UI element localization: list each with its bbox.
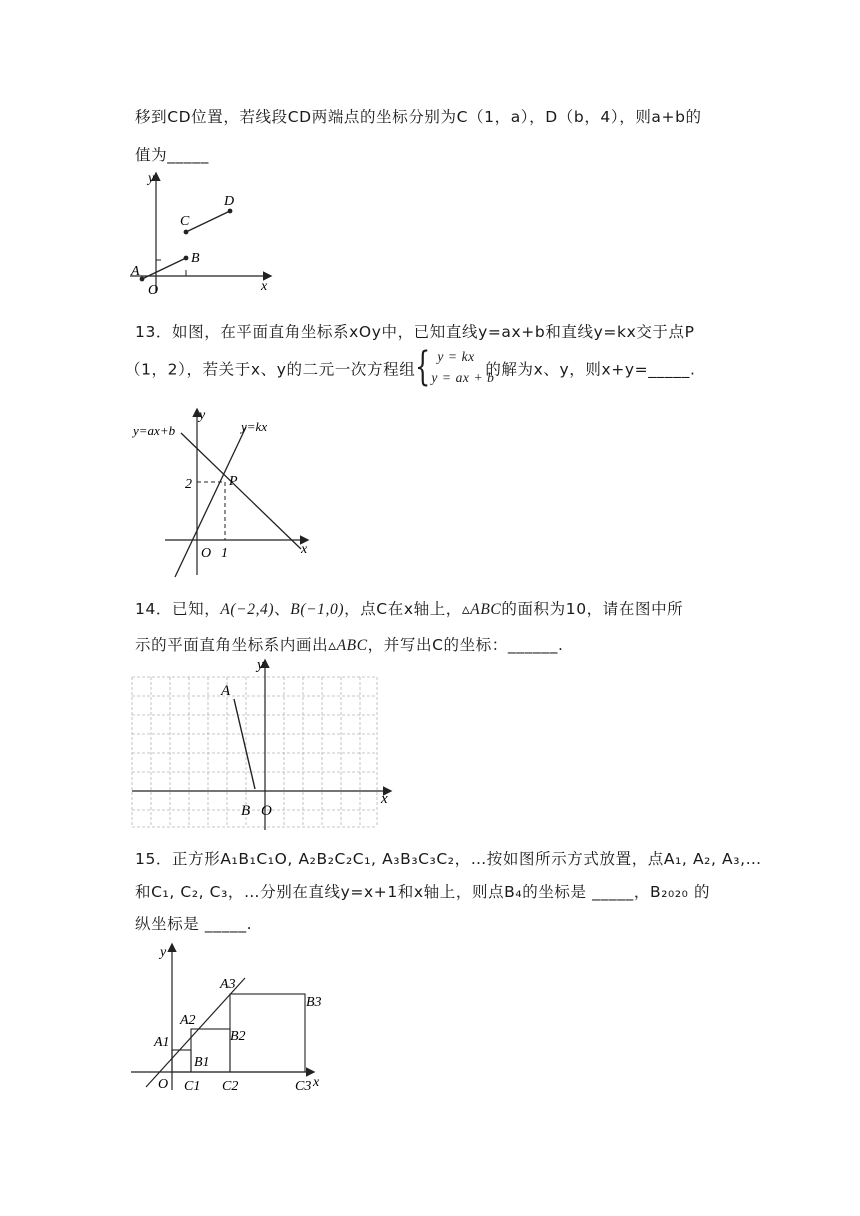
q15-label-c2: C2: [222, 1079, 239, 1094]
q13-brace: {: [415, 344, 431, 390]
q13-label-l2: y=kx: [241, 419, 268, 434]
q12-point-b: [184, 256, 189, 261]
q15-label-x: x: [313, 1075, 320, 1090]
q14-text-line1: [135, 597, 683, 619]
q14-point-a: A(−2,4): [220, 601, 275, 618]
q12-point-a: [140, 277, 145, 282]
q13-label-y: y: [199, 408, 206, 423]
q13-label-2: 2: [185, 477, 192, 492]
q14-line2-a: 示的平面直角坐标系内画出: [135, 636, 329, 654]
q14-tail: 的面积为10，请在图中所: [501, 600, 684, 618]
q14-sep: 、: [274, 600, 291, 618]
q15-label-a1: A1: [154, 1035, 170, 1050]
q12-label-c: C: [180, 214, 190, 229]
q13-figure: [125, 405, 320, 580]
q12-label-b: B: [191, 251, 200, 266]
q13-label-o: O: [201, 546, 212, 561]
q15-label-o: O: [158, 1077, 169, 1092]
q14-triangle-1: ▵ABC: [461, 601, 502, 618]
q14-figure: [125, 655, 400, 835]
q14-label-b: B: [241, 803, 251, 819]
q13-label-x: x: [301, 542, 308, 557]
q12-label-o: O: [148, 283, 159, 298]
q12-text-line2: 值为_____: [135, 146, 209, 164]
q14-segment-ab: [234, 699, 255, 789]
q15-text-line3: 纵坐标是 _____.: [135, 915, 253, 933]
q14-line2-b: ，并写出C的坐标：______.: [367, 636, 564, 654]
q14-triangle-2: ▵ABC: [328, 637, 368, 654]
q15-label-c1: C1: [184, 1079, 201, 1094]
q12-point-d: [228, 209, 233, 214]
q12-point-c: [184, 230, 189, 235]
q15-label-b1: B1: [194, 1055, 210, 1070]
q12-label-y: y: [148, 171, 155, 186]
q13-text-line2: [125, 344, 696, 392]
q12-label-a: A: [131, 264, 140, 279]
q12-text-line1: 移到CD位置，若线段CD两端点的坐标分别为C（1，a），D（b，4），则a+b的: [135, 108, 702, 126]
q13-line-ax-b: [181, 433, 301, 549]
q12-segment-cd: [186, 211, 230, 232]
q13-label-l1: y=ax+b: [133, 423, 176, 438]
q14-label-o: O: [261, 803, 272, 819]
q14-prefix: 14．已知，: [135, 600, 221, 618]
q14-grid: [132, 677, 377, 827]
q14-label-x: x: [381, 791, 388, 807]
q15-label-a3: A3: [220, 977, 236, 992]
q13-eq2: y = ax + b: [431, 370, 495, 385]
q13-eq1: y = kx: [437, 349, 475, 364]
q15-figure: [128, 940, 328, 1095]
q13-text-line1: 13．如图，在平面直角坐标系xOy中，已知直线y=ax+b和直线y=kx交于点P: [135, 323, 695, 341]
q14-label-y: y: [257, 657, 264, 673]
q14-point-b: B(−1,0): [290, 601, 345, 618]
q15-label-b2: B2: [230, 1029, 246, 1044]
q15-square-1: [172, 1050, 191, 1072]
q14-mid: ，点C在x轴上，: [344, 600, 462, 618]
q15-text-line1: 15．正方形A₁B₁C₁O, A₂B₂C₂C₁, A₃B₃C₃C₂，…按如图所示方式放置，点A₁, A₂, A₃,…: [135, 850, 762, 868]
q15-label-y: y: [160, 945, 167, 960]
q13-equation-system: [415, 344, 495, 392]
q13-label-1: 1: [221, 546, 228, 561]
q15-label-b3: B3: [306, 995, 322, 1010]
q12-figure: [128, 168, 278, 298]
q13-label-p: P: [229, 474, 238, 489]
q13-text-line2-a: （1，2），若关于x、y的二元一次方程组: [125, 360, 416, 379]
q12-label-d: D: [224, 194, 235, 209]
q14-label-a: A: [221, 683, 231, 699]
q14-text-line2: [135, 633, 564, 655]
q12-label-x: x: [261, 279, 268, 294]
q15-label-c3: C3: [295, 1079, 312, 1094]
q15-text-line2: 和C₁, C₂, C₃，…分别在直线y=x+1和x轴上，则点B₄的坐标是 _____，B₂₀₂₀ 的: [135, 883, 711, 901]
q13-text-line2-b: 的解为x、y，则x+y=_____.: [485, 360, 696, 379]
q15-label-a2: A2: [180, 1013, 196, 1028]
